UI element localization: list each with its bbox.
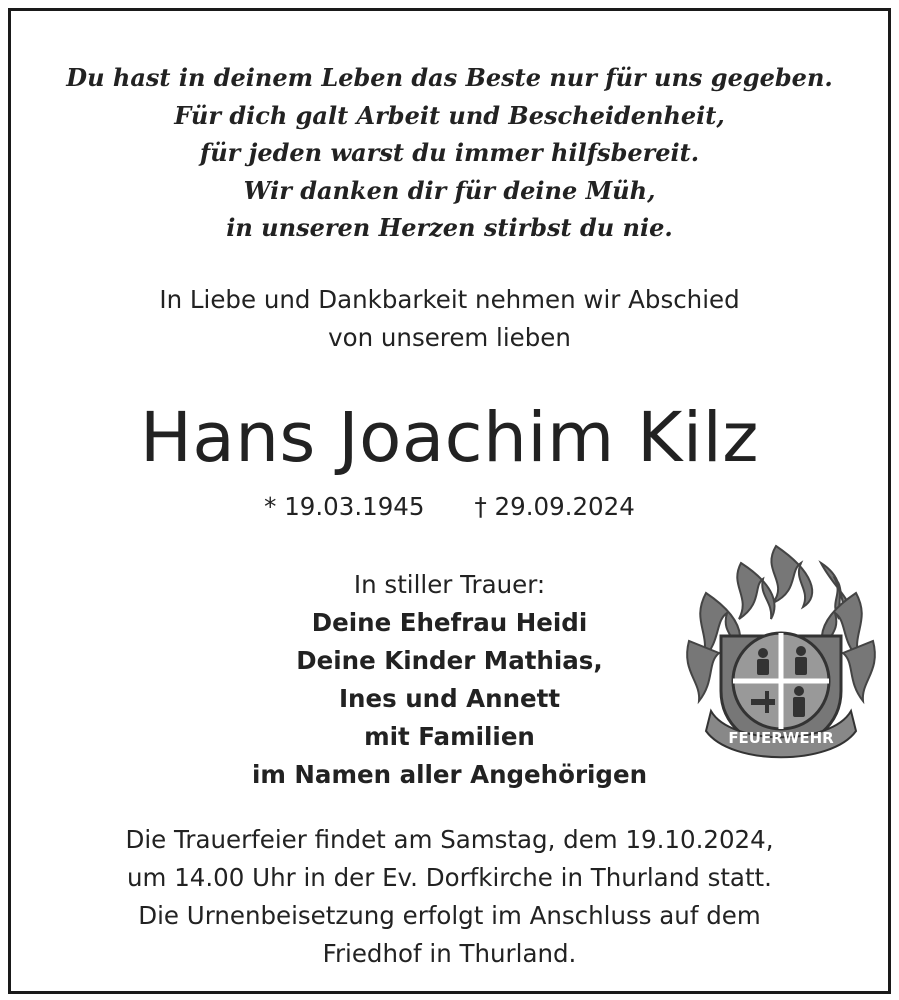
death-date: † 29.09.2024 <box>474 492 635 521</box>
deceased-name: Hans Joachim Kilz <box>140 398 759 478</box>
funeral-line: Friedhof in Thurland. <box>322 939 577 968</box>
poem-line: in unseren Herzen stirbst du nie. <box>226 213 673 242</box>
intro-text <box>11 281 888 357</box>
fire-brigade-emblem-icon <box>681 541 881 761</box>
mourners-heading: In stiller Trauer: <box>353 570 546 599</box>
poem-line: Du hast in deinem Leben das Beste nur für uns gegeben. <box>66 63 833 92</box>
funeral-notice <box>11 821 888 973</box>
funeral-line: Die Urnenbeisetzung erfolgt im Anschluss auf dem <box>138 901 761 930</box>
mourner-line: Deine Kinder Mathias, <box>296 646 603 675</box>
life-dates <box>11 488 888 526</box>
mourner-line: Ines und Annett <box>338 684 561 713</box>
mourner-line: mit Familien <box>364 722 535 751</box>
poem-line: Wir danken dir für deine Müh, <box>243 175 656 205</box>
emblem-text: FEUERWEHR <box>728 729 834 747</box>
funeral-line: Die Trauerfeier findet am Samstag, dem 19.10.2024, <box>125 825 774 854</box>
funeral-line: um 14.00 Uhr in der Ev. Dorfkirche in Thurland statt. <box>127 863 772 892</box>
mourner-line: im Namen aller Angehörigen <box>251 760 648 789</box>
poem <box>11 59 888 247</box>
intro-line: von unserem lieben <box>328 323 571 352</box>
poem-line: Für dich galt Arbeit und Bescheidenheit, <box>174 100 725 130</box>
mourner-line: Deine Ehefrau Heidi <box>311 608 588 637</box>
poem-line: für jeden warst du immer hilfsbereit. <box>199 138 700 167</box>
birth-date: * 19.03.1945 <box>264 492 425 521</box>
obituary-frame <box>8 8 891 994</box>
intro-line: In Liebe und Dankbarkeit nehmen wir Abschied <box>159 285 740 314</box>
